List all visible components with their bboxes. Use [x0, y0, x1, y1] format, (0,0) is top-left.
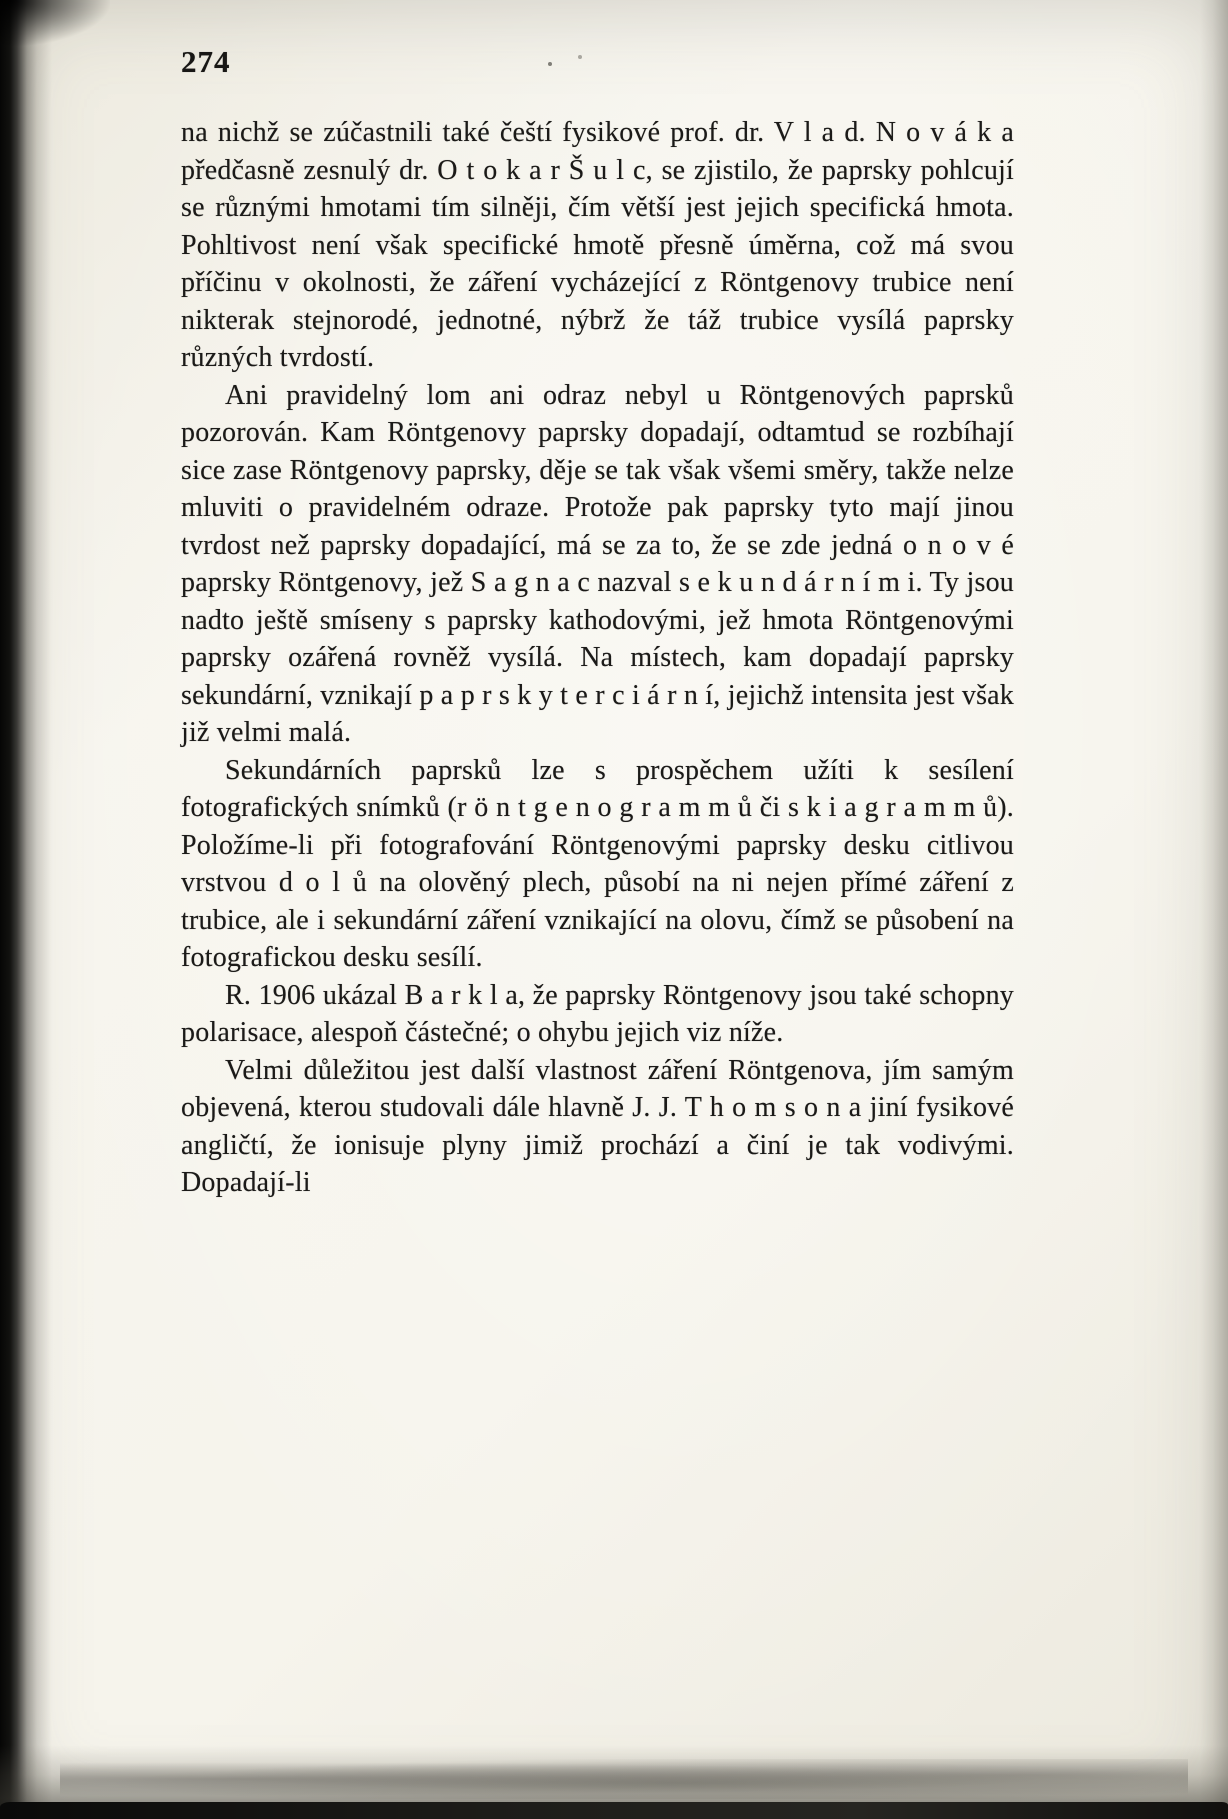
text-column [181, 114, 1014, 1202]
scan-bottom-black-strip [0, 1802, 1228, 1819]
paragraph: Velmi důležitou jest další vlastnost záření Röntgenova, jím samým objevená, kterou studovali dále hlavně J. J. T h o m s o n a jiní fysikové angličtí, že ionisuje plyny jimiž prochází a činí je tak vodivými. Dopadají-li [181, 1054, 1014, 1198]
paragraph: Ani pravidelný lom ani odraz nebyl u Röntgenových paprsků pozorován. Kam Röntgenovy paprsky dopadají, odtamtud se rozbíhají sice zase Röntgenovy paprsky, děje se tak však všemi směry, takže nelze mluviti o pravidelném odraze. Protože pak paprsky tyto mají jinou tvrdost než paprsky dopadající, má se za to, že se zde jedná o n o v é paprsky Röntgenovy, jež S a g n a c nazval s e k u n d á r n í m i. Ty jsou nadto ještě smíseny s paprsky kathodovými, jež hmota Röntgenovými paprsky ozářená rovněž vysílá. Na místech, kam dopadají paprsky sekundární, vznikají p a p r s k y t e r c i á r n í, jejichž intensita jest však již velmi malá. [181, 379, 1014, 748]
page-number: 274 [181, 44, 231, 79]
scan-bottom-smudges [60, 1759, 1188, 1799]
paragraph: R. 1906 ukázal B a r k l a, že paprsky Röntgenovy jsou také schopny polarisace, alespoň částečné; o ohybu jejich viz níže. [181, 979, 1014, 1048]
paragraph: Sekundárních paprsků lze s prospěchem užíti k sesílení fotografických snímků (r ö n t g e n o g r a m m ů či s k i a g r a m m ů). Položíme-li při fotografování Röntgenovými paprsky desku citlivou vrstvou d o l ů na olověný plech, působí na ni nejen přímé záření z trubice, ale i sekundární záření vznikající na olovu, čímž se působení na fotografickou desku sesílí. [181, 754, 1014, 973]
paragraph: na nichž se zúčastnili také čeští fysikové prof. dr. V l a d. N o v á k a předčasně zesnulý dr. O t o k a r Š u l c, se zjistilo, že paprsky pohlcují se různými hmotami tím silněji, čím větší jest jejich specifická hmota. Pohltivost není však specifické hmotě přesně úměrna, což má svou příčinu v okolnosti, že záření vycházející z Röntgenovy trubice není nikterak stejnorodé, jednotné, nýbrž že táž trubice vysílá paprsky různých tvrdostí. [181, 117, 1014, 373]
